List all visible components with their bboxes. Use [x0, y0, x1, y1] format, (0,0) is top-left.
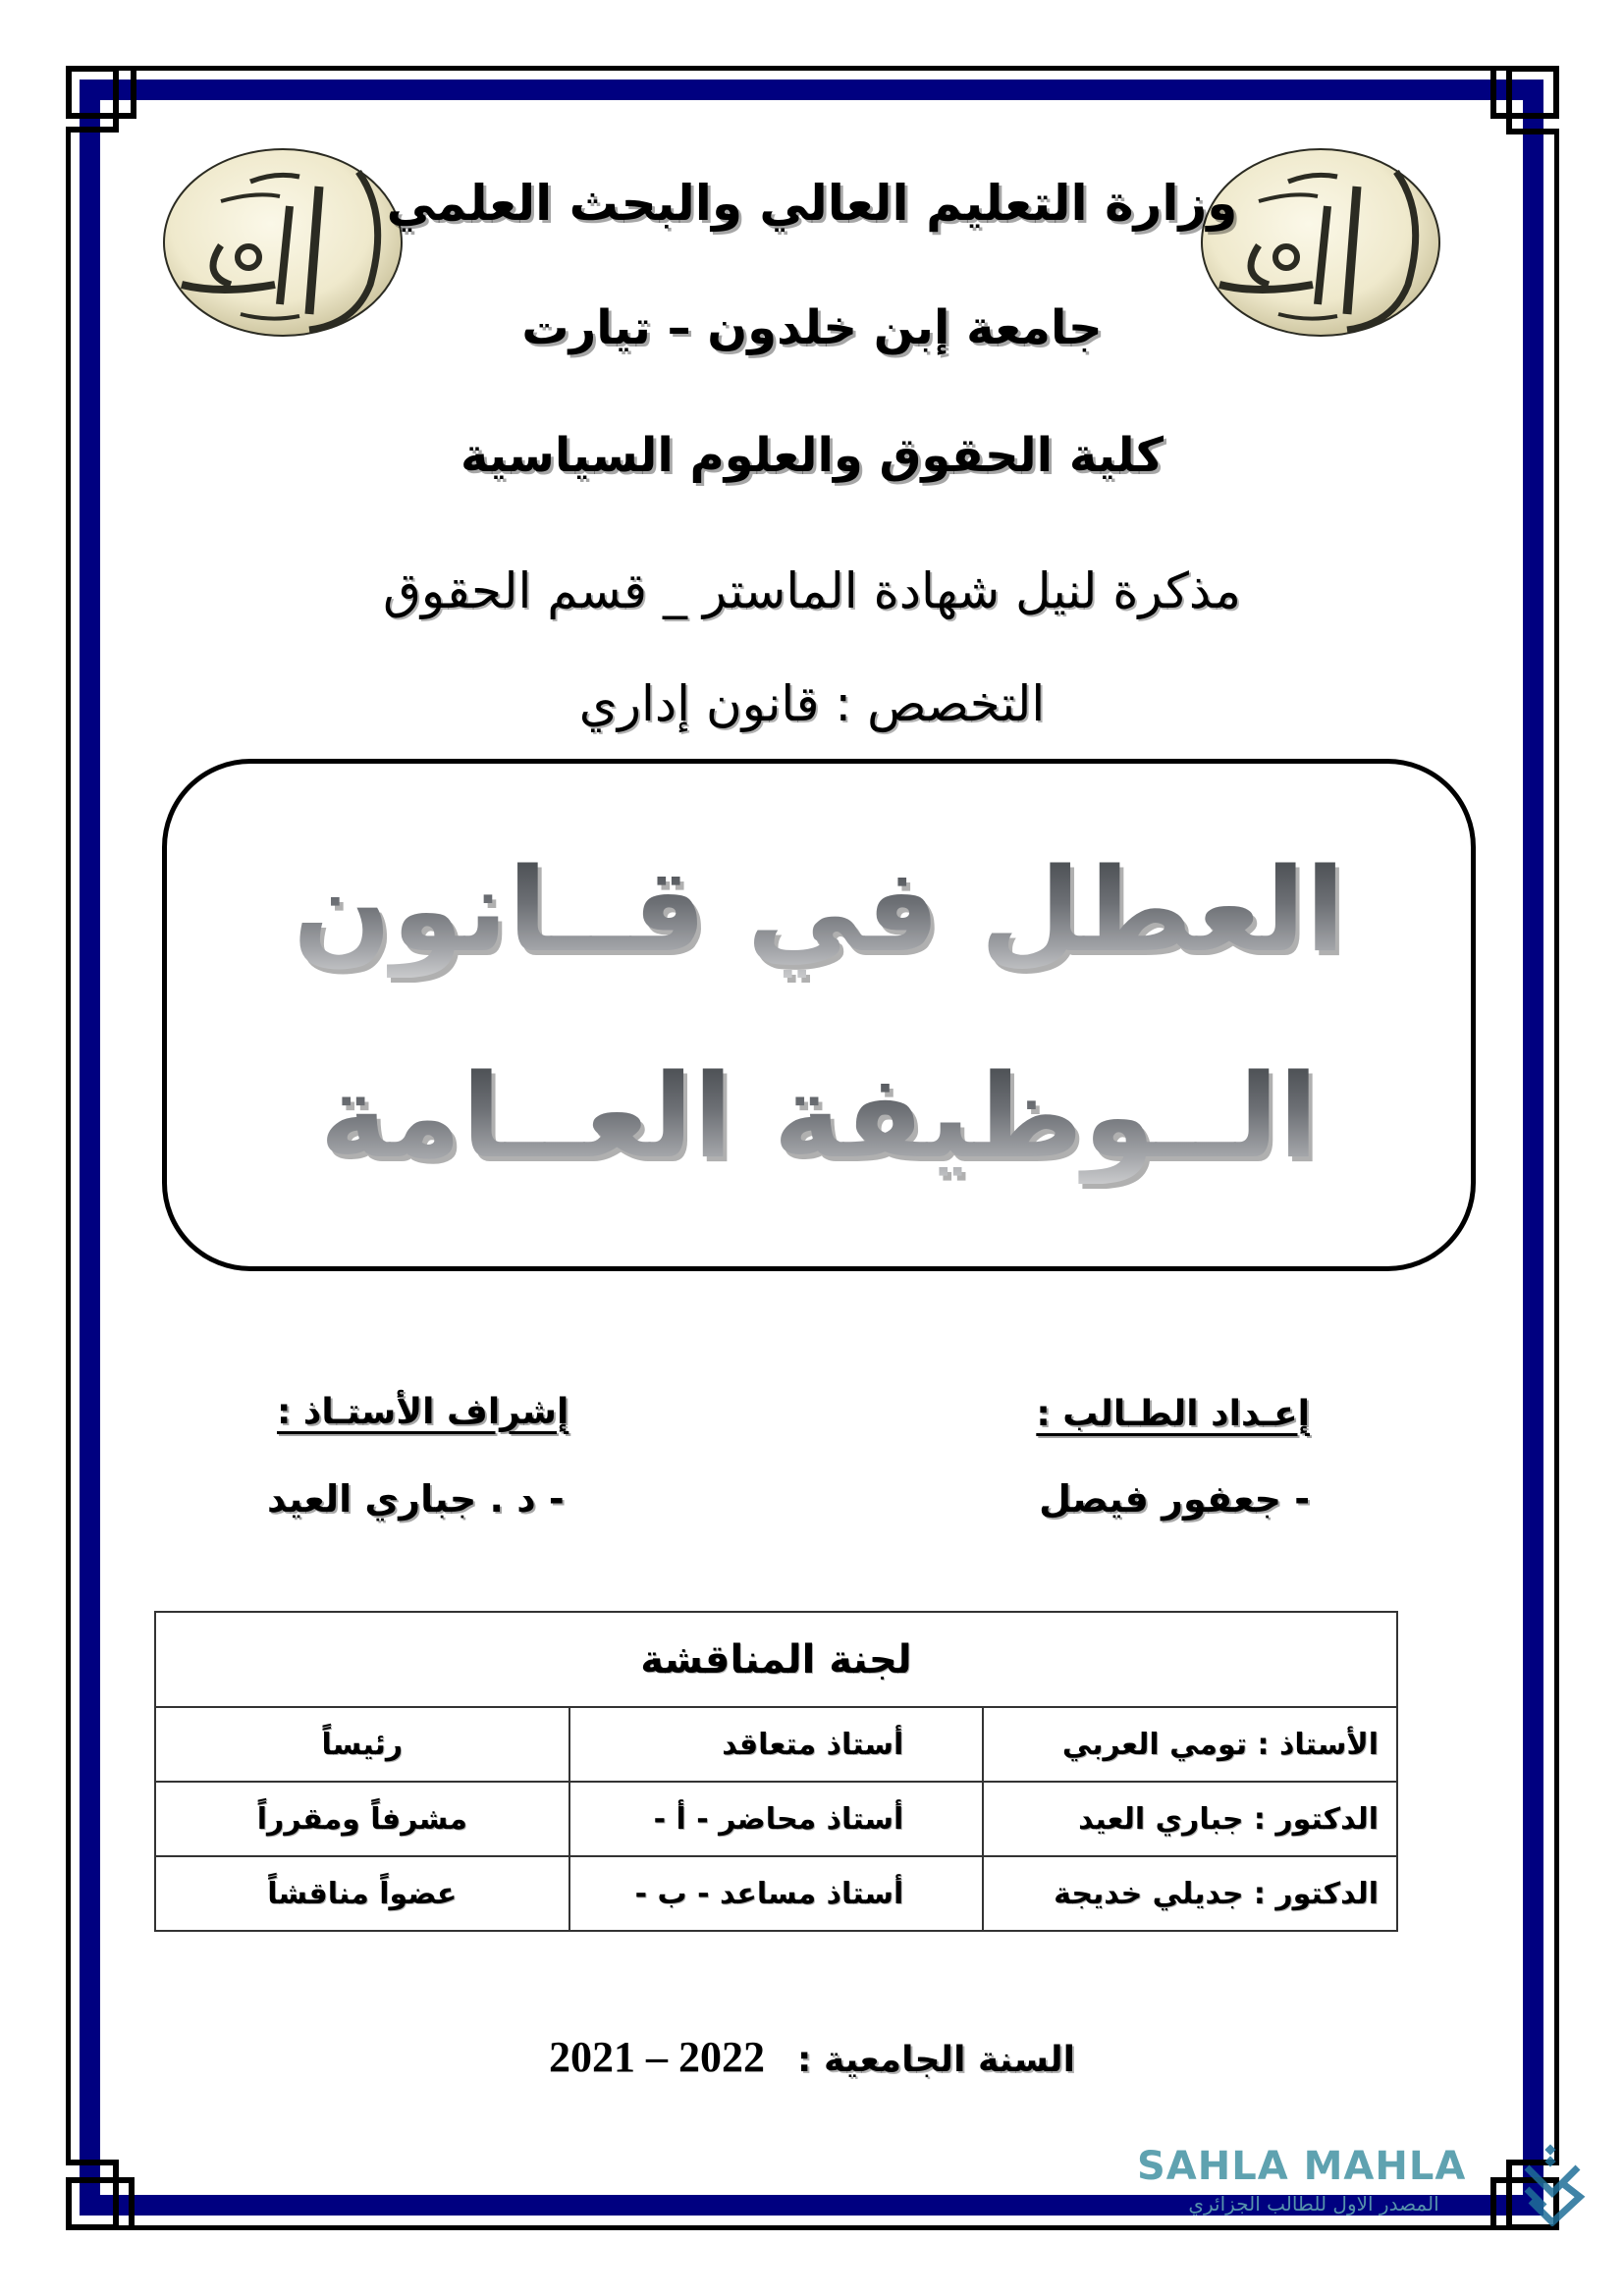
university-heading: جامعة إبن خلدون – تيارت [521, 300, 1103, 355]
frame-outer-top [118, 66, 1506, 71]
faculty-heading: كلية الحقوق والعلوم السياسية [460, 428, 1164, 483]
committee-table [154, 1611, 1398, 1932]
member-name: الدكتور : جباري العيد [983, 1782, 1397, 1856]
committee-header-row [155, 1612, 1397, 1707]
member-rank: أستاذ مساعد - ب - [569, 1856, 984, 1931]
academic-year-value: 2021 – 2022 [549, 2033, 766, 2081]
student-name: - جعفور فيصل [1039, 1477, 1310, 1521]
member-role: عضواً مناقشاً [155, 1856, 569, 1931]
corner-knot-bl-c [66, 2177, 135, 2230]
member-name: الأستاذ : تومي العربي [983, 1707, 1397, 1782]
frame-band-right [1523, 80, 1543, 2216]
frame-outer-bottom [118, 2225, 1506, 2230]
committee-title: لجنة المناقشة [155, 1612, 1397, 1707]
degree-heading: مذكرة لنيل شهادة الماستر _ قسم الحقوق [383, 562, 1241, 619]
member-role: مشرفاً ومقرراً [155, 1782, 569, 1856]
sahla-mahla-logo-icon [1517, 2140, 1588, 2226]
watermark-title: SAHLA MAHLA [1137, 2144, 1467, 2189]
table-row [155, 1856, 1397, 1931]
member-rank: أستاذ محاضر - أ - [569, 1782, 984, 1856]
corner-knot-tl-c [66, 66, 136, 119]
ministry-heading: وزارة التعليم العالي والبحث العلمي [386, 175, 1238, 232]
thesis-title-line-1: العطل في قــانون [167, 842, 1471, 978]
thesis-title-box [162, 759, 1476, 1271]
table-row [155, 1707, 1397, 1782]
academic-year-label: السنة الجامعية : [797, 2040, 1075, 2080]
watermark-subtitle: المصدر الاول للطالب الجزائري [1188, 2192, 1439, 2216]
member-name: الدكتور : جديلي خديجة [983, 1856, 1397, 1931]
academic-year [0, 2032, 1624, 2082]
specialty-heading: التخصص : قانون إداري [578, 675, 1046, 732]
student-label: إعـداد الطـالب : [1036, 1394, 1310, 1434]
supervisor-name: - د . جباري العيد [267, 1477, 565, 1521]
member-rank: أستاذ متعاقد [569, 1707, 984, 1782]
supervisor-label: إشراف الأستـاذ : [277, 1392, 569, 1432]
thesis-title-line-2: الــوظيفة العــامة [167, 1048, 1471, 1184]
corner-knot-tr-c [1490, 66, 1559, 119]
member-role: رئيساً [155, 1707, 569, 1782]
frame-band-left [80, 80, 100, 2216]
table-row [155, 1782, 1397, 1856]
frame-band-top [80, 80, 1543, 100]
